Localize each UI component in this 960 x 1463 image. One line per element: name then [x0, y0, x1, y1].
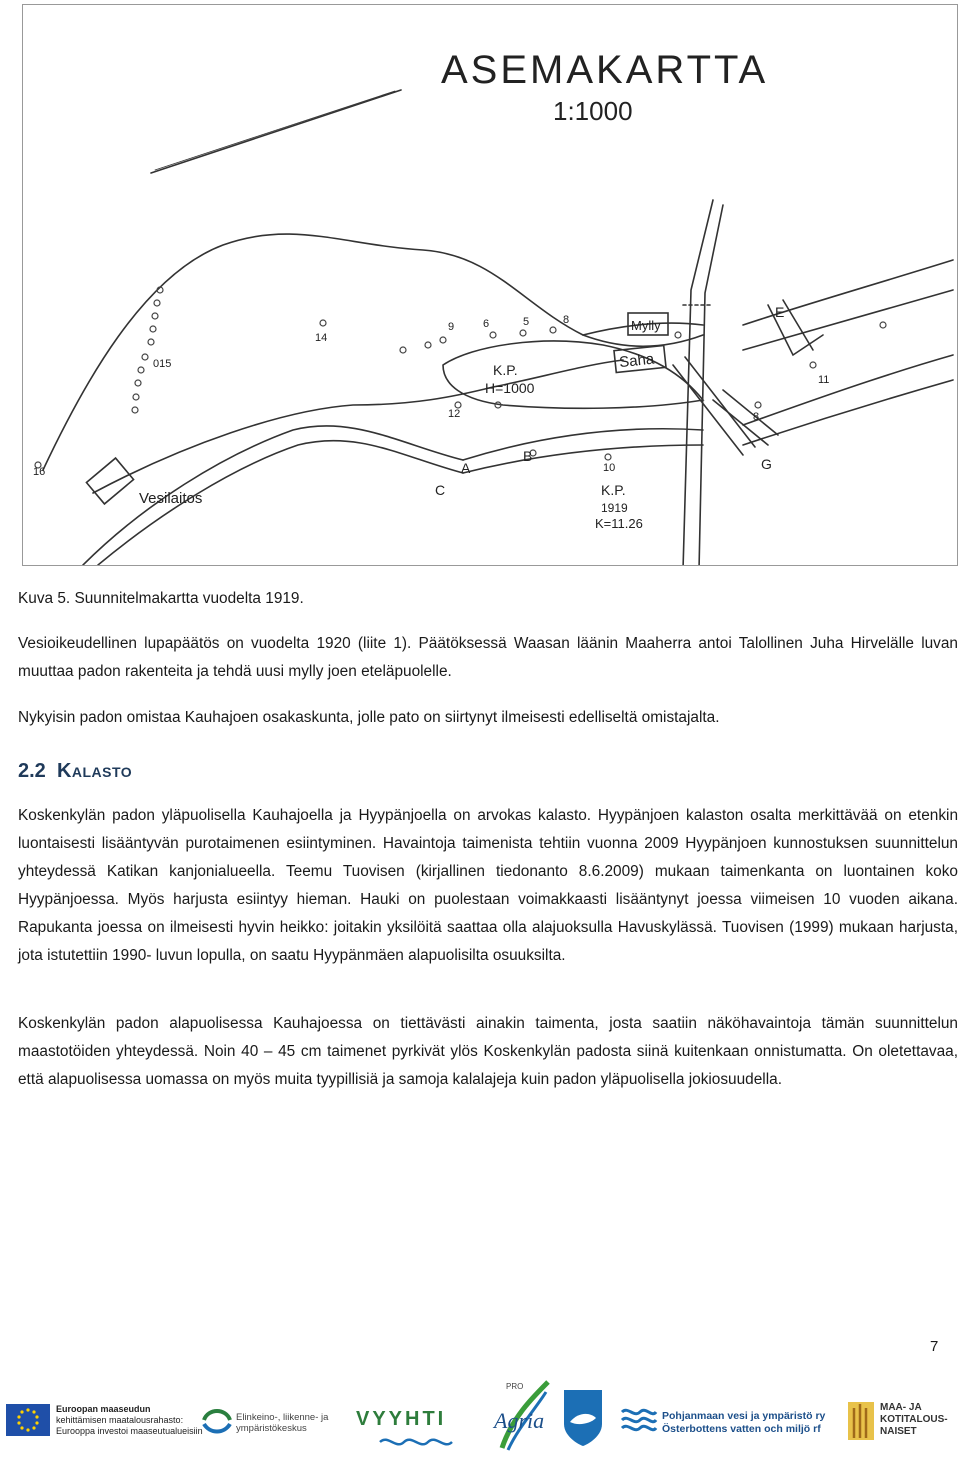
section-heading: [18, 760, 132, 783]
label-a: A: [461, 460, 471, 476]
label-saha: Saha: [618, 350, 656, 372]
pohjanmaan-line2: Österbottens vatten och miljö rf: [662, 1423, 821, 1435]
pohjanmaan-logo: [620, 1404, 658, 1439]
vyyhti-logo: VYYHTI: [356, 1408, 447, 1430]
label-k1126: K=11.26: [595, 516, 643, 531]
label-mylly: Mylly: [631, 318, 661, 333]
proagria-pro: PRO: [506, 1382, 524, 1391]
page-number: 7: [930, 1338, 939, 1355]
section-number: 2.2: [18, 760, 46, 782]
proagria-name: Agria: [494, 1408, 545, 1433]
map-drawing: [23, 5, 957, 565]
label-year: 1919: [601, 501, 628, 515]
label-n5: 5: [523, 316, 530, 328]
ely-emblem-icon: [202, 1404, 232, 1436]
map-scale: 1:1000: [553, 96, 633, 126]
map-title: ASEMAKARTTA: [441, 48, 769, 92]
eu-logo: [6, 1404, 50, 1441]
label-n8a: 8: [563, 314, 570, 326]
label-h1000: H=1000: [485, 380, 535, 396]
pohjanmaan-text: [662, 1410, 825, 1436]
label-c: C: [435, 482, 446, 498]
label-e: E: [775, 304, 785, 320]
label-n15: 015: [153, 358, 172, 370]
eu-line2: kehittämisen maatalousrahasto:: [56, 1415, 184, 1425]
section-title-rest: alasto: [71, 760, 133, 782]
fish-emblem: [562, 1388, 604, 1453]
water-waves-icon: [620, 1404, 658, 1434]
maa-logo: [846, 1398, 876, 1447]
footer-logos: [0, 1378, 960, 1460]
label-vesilaitos: Vesilaitos: [139, 490, 203, 507]
eu-flag-icon: [6, 1404, 50, 1436]
wheat-icon: [846, 1398, 876, 1442]
paragraph-fish-upstream: Koskenkylän padon yläpuolisella Kauhajoella ja Hyypänjoella on arvokas kalasto. Hyypänjoen kalaston osalta merkittävää on etenkin luontaisesti lisääntyvän purotaimenen esiintyminen. Havaintoja taimenista tehtiin vuonna 2009 Hyypänjoen kunnostuksen suunnittelun yhteydessä Katikan kanjonialueella. Teemu Tuovisen (kirjallinen tiedonanto 8.6.2009) mukaan taimenkanta on luontainen koko Hyypänjoessa. Myös harjusta esiintyy hieman. Hauki on puolestaan voimakkaasti lisääntynyt joessa viimeisen 10 vuoden aikana. Rapukanta joessa on ilmeisesti hyvin heikko: joitakin yksilöitä saattaa olla alajuoksulla Havuskylässä. Tuovisen (1999) mukaan harjusta, jota istutettiin 1990- luvun lopulla, on saatu Hyypänmäen alapuolisilta osuuksilta.: [18, 807, 958, 964]
ely-logo: [202, 1404, 232, 1441]
label-n12: 12: [448, 408, 461, 420]
label-n10: 10: [603, 462, 616, 474]
label-n11: 11: [818, 374, 830, 386]
eu-line3: Eurooppa investoi maaseutualueisiin: [56, 1426, 203, 1436]
paragraph-fish-downstream: Koskenkylän padon alapuolisessa Kauhajoessa on tiettävästi ainakin taimenta, josta saatiin näköhavaintoja tämän suunnittelun maastotöiden yhteydessä. Noin 40 – 45 cm taimenet pyrkivät ylös Koskenkylän padosta siinä kuitenkaan onnistumatta. On oletettavaa, että alapuolisessa uomassa on myös muita tyypillisiä ja samoja kalalajeja kuin padon yläpuolisella jokiosuudella.: [18, 1015, 958, 1088]
map-figure: [22, 4, 958, 566]
label-kp1: K.P.: [493, 362, 518, 378]
paragraph-permit: Vesioikeudellinen lupapäätös on vuodelta 1920 (liite 1). Päätöksessä Waasan läänin Maaherra antoi Talollinen Juha Hirvelälle luvan muuttaa padon rakenteita ja tehdä uusi mylly joen eteläpuolelle.: [18, 635, 958, 680]
maa-text: [880, 1402, 948, 1438]
label-kp2: K.P.: [601, 482, 626, 498]
label-n6: 6: [483, 318, 490, 330]
section-title: [57, 760, 132, 782]
label-n9: 9: [448, 321, 455, 333]
fish-shield-icon: [562, 1388, 604, 1448]
label-n14: 14: [315, 332, 328, 344]
vyyhti-waves: [378, 1434, 458, 1455]
pohjanmaan-line1: Pohjanmaan vesi ja ympäristö ry: [662, 1410, 826, 1422]
maa-line2: KOTITALOUS-: [880, 1414, 948, 1425]
eu-line1: Euroopan maaseudun: [56, 1404, 151, 1414]
label-g: G: [761, 456, 772, 472]
maa-line3: NAISET: [880, 1426, 917, 1437]
ely-line1: Elinkeino-, liikenne- ja: [236, 1412, 329, 1423]
wave-icon: [378, 1434, 458, 1450]
figure-caption: Kuva 5. Suunnitelmakartta vuodelta 1919.: [18, 590, 304, 607]
maa-line1: MAA- JA: [880, 1402, 922, 1413]
eu-text: [56, 1404, 203, 1437]
label-b: B: [523, 448, 533, 464]
ely-text: [236, 1412, 328, 1434]
label-n16: 16: [33, 466, 46, 478]
label-n8b: 8: [753, 411, 760, 423]
paragraph-owner: Nykyisin padon omistaa Kauhajoen osakaskunta, jolle pato on siirtynyt ilmeisesti edelliseltä omistajalta.: [18, 709, 720, 726]
section-title-first-letter: K: [56, 760, 72, 782]
ely-line2: ympäristökeskus: [236, 1423, 307, 1434]
